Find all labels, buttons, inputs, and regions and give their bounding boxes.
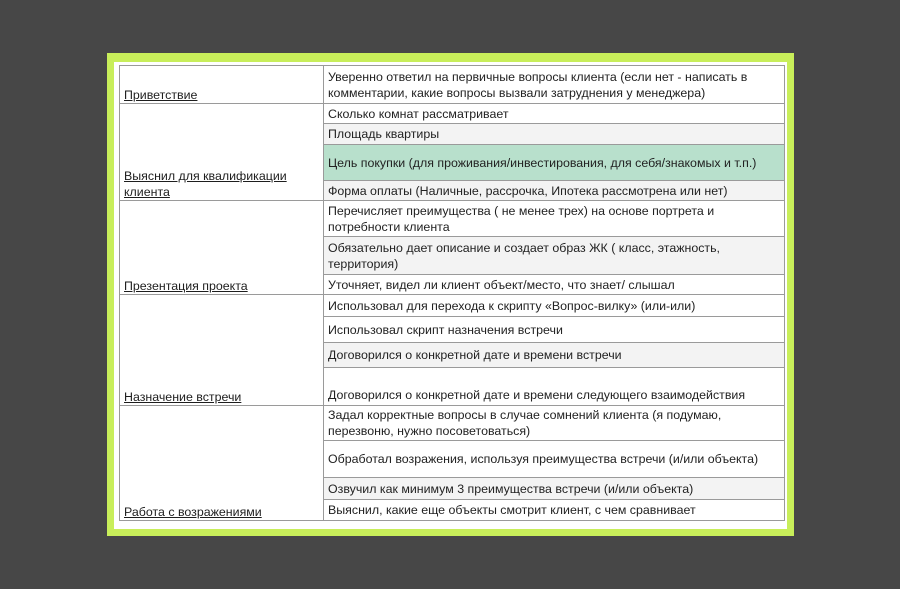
criterion-cell[interactable]: Договорился о конкретной дате и времени встречи [324,343,785,368]
criterion-cell[interactable]: Форма оплаты (Наличные, рассрочка, Ипотека рассмотрена или нет) [324,181,785,201]
criterion-cell[interactable]: Обязательно дает описание и создает образ ЖК ( класс, этажность, территория) [324,237,785,275]
criterion-cell[interactable]: Обработал возражения, используя преимущества встречи (и/или объекта) [324,441,785,478]
criterion-cell[interactable]: Озвучил как минимум 3 преимущества встречи (и/или объекта) [324,478,785,500]
table-row [120,66,785,104]
category-qualification: Выяснил для квалификации клиента [124,169,287,199]
table-row [120,406,785,441]
category-meeting: Назначение встречи [124,390,242,404]
table-row [120,295,785,317]
spreadsheet [114,62,787,529]
criterion-cell[interactable]: Уточняет, видел ли клиент объект/место, что знает/ слышал [324,275,785,295]
highlight-frame [107,53,794,536]
category-cell[interactable] [120,104,324,201]
criterion-cell[interactable]: Сколько комнат рассматривает [324,104,785,124]
category-cell[interactable] [120,295,324,406]
criterion-cell[interactable]: Выяснил, какие еще объекты смотрит клиент, с чем сравнивает [324,500,785,521]
criterion-cell[interactable]: Цель покупки (для проживания/инвестирования, для себя/знакомых и т.п.) [324,145,785,181]
table-row [120,104,785,124]
criteria-table [119,65,785,521]
category-cell[interactable] [120,66,324,104]
category-cell[interactable] [120,406,324,521]
criterion-cell[interactable]: Задал корректные вопросы в случае сомнений клиента (я подумаю, перезвоню, нужно посоветоваться) [324,406,785,441]
criterion-cell[interactable]: Перечисляет преимущества ( не менее трех) на основе портрета и потребности клиента [324,201,785,237]
category-cell[interactable] [120,201,324,295]
category-objections: Работа с возражениями [124,505,262,519]
table-row [120,201,785,237]
criterion-cell[interactable]: Использовал для перехода к скрипту «Вопрос-вилку» (или-или) [324,295,785,317]
criterion-cell[interactable]: Использовал скрипт назначения встречи [324,317,785,343]
category-presentation: Презентация проекта [124,279,248,293]
criterion-cell[interactable]: Договорился о конкретной дате и времени следующего взаимодействия [324,368,785,406]
category-greeting: Приветствие [124,88,198,102]
criterion-cell[interactable]: Площадь квартиры [324,124,785,145]
criterion-cell[interactable]: Уверенно ответил на первичные вопросы клиента (если нет - написать в комментарии, какие вопросы вызвали затруднения у менеджера) [324,66,785,104]
